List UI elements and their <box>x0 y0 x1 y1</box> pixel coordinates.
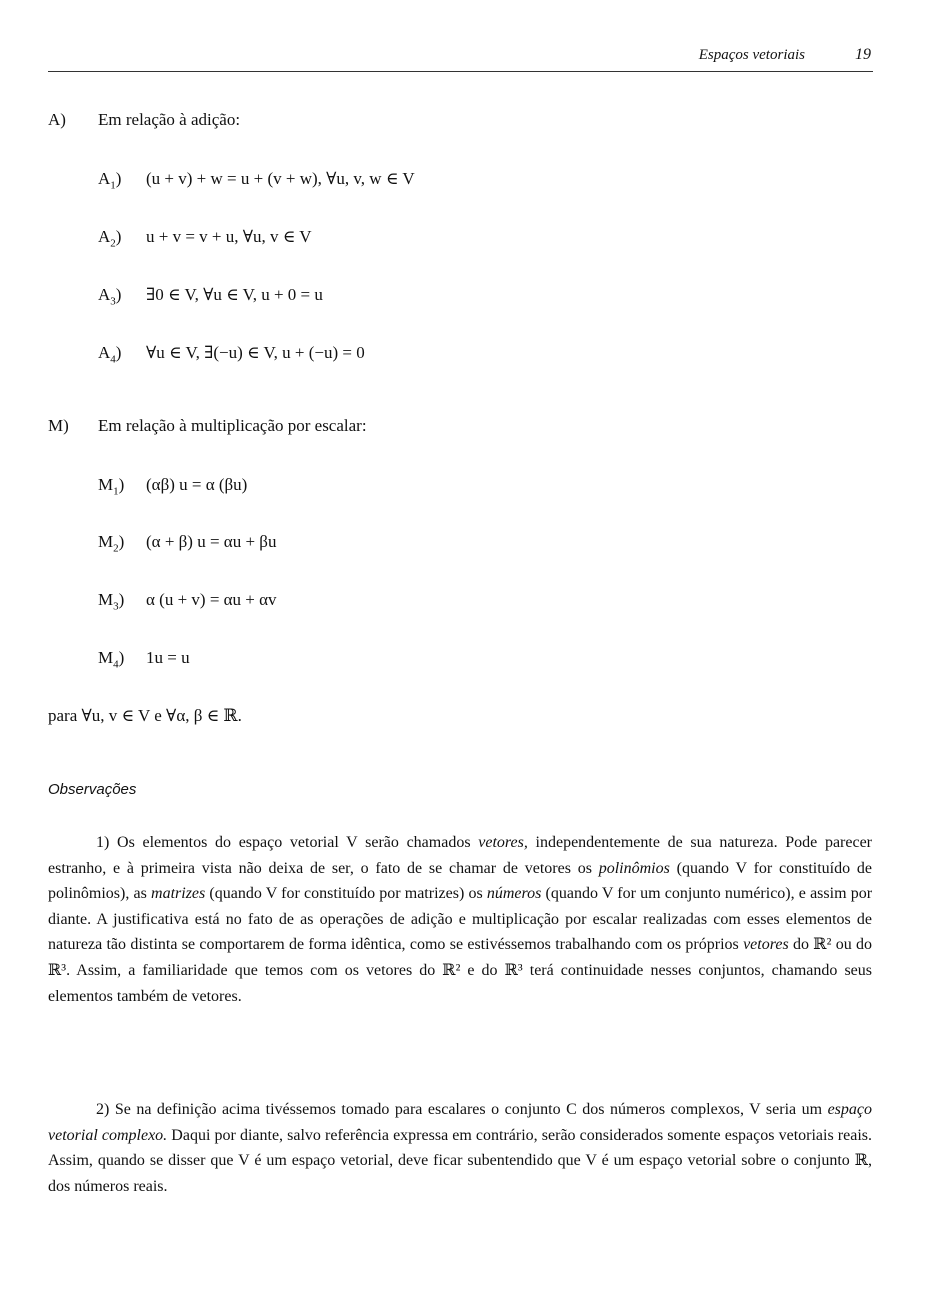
page-number: 19 <box>855 46 871 63</box>
observation-1: 1) Os elementos do espaço vetorial V serão chamados vetores, independentemente de sua natureza. Pode parecer estranho, e à primeira vista não deixa de ser, o fato de se chamar de vetores os polinômios (quando V for constituído de polinômios), as matrizes (quando V for constituído por matrizes) os números (quando V for um conjunto numérico), e assim por diante. A justificativa está no fato de as operações de adição e multiplicação por escalar realizadas com esses elementos de natureza tão distinta se comportarem de forma idêntica, como se estivéssemos trabalhando com os próprios vetores do ℝ² ou do ℝ³. Assim, a familiaridade que temos com os vetores do ℝ² e do ℝ³ terá continuidade nesses conjuntos, chamando seus elementos também de vetores. <box>48 834 873 1005</box>
axiom-label: $M_1$) <box>98 475 125 498</box>
axiom-m2 <box>98 532 276 554</box>
axiom-label: $M_3$) <box>98 590 125 613</box>
axiom-text: (αβ) u = α (βu) <box>146 475 248 494</box>
axiom-text: 1u = u <box>146 648 190 667</box>
axiom-text: (α + β) u = αu + βu <box>146 532 277 551</box>
axiom-m3 <box>98 590 277 612</box>
axiom-m4 <box>98 648 190 670</box>
header-rule <box>48 71 873 72</box>
axiom-label: $M_4$) <box>98 648 125 671</box>
running-title: Espaços vetoriais <box>698 47 805 63</box>
axiom-a1 <box>98 169 415 191</box>
quantifier-closing: para ∀u, v ∈ V e ∀α, β ∈ ℝ. <box>48 706 242 725</box>
axiom-text: ∃0 ∈ V, ∀u ∈ V, u + 0 = u <box>146 285 323 304</box>
axiom-a3 <box>98 285 323 307</box>
section-m-marker: M) <box>48 416 69 435</box>
axiom-label: $A_3$) <box>98 285 122 308</box>
axiom-text: α (u + v) = αu + αv <box>146 590 277 609</box>
axiom-text: ∀u ∈ V, ∃(−u) ∈ V, u + (−u) = 0 <box>146 343 365 362</box>
axiom-label: $A_1$) <box>98 169 122 192</box>
axiom-label: $A_4$) <box>98 343 122 366</box>
axiom-a2 <box>98 227 312 249</box>
axiom-label: $A_2$) <box>98 227 122 250</box>
axiom-label: $M_2$) <box>98 532 125 555</box>
axiom-text: u + v = v + u, ∀u, v ∈ V <box>146 227 312 246</box>
section-a-marker: A) <box>48 110 66 129</box>
axiom-m1 <box>98 475 247 497</box>
observation-2: 2) Se na definição acima tivéssemos tomado para escalares o conjunto C dos números complexos, V seria um espaço vetorial complexo. Daqui por diante, salvo referência expressa em contrário, serão considerados somente espaços vetoriais reais. Assim, quando se disser que V é um espaço vetorial, deve ficar subentendido que V é um espaço vetorial sobre o conjunto ℝ, dos números reais. <box>48 1101 872 1195</box>
section-a-heading: Em relação à adição: <box>98 110 241 129</box>
observations-title: Observações <box>48 781 137 798</box>
axiom-text: (u + v) + w = u + (v + w), ∀u, v, w ∈ V <box>146 169 415 188</box>
page-header <box>0 0 925 80</box>
axiom-a4 <box>98 343 365 365</box>
section-m-heading: Em relação à multiplicação por escalar: <box>98 416 367 435</box>
